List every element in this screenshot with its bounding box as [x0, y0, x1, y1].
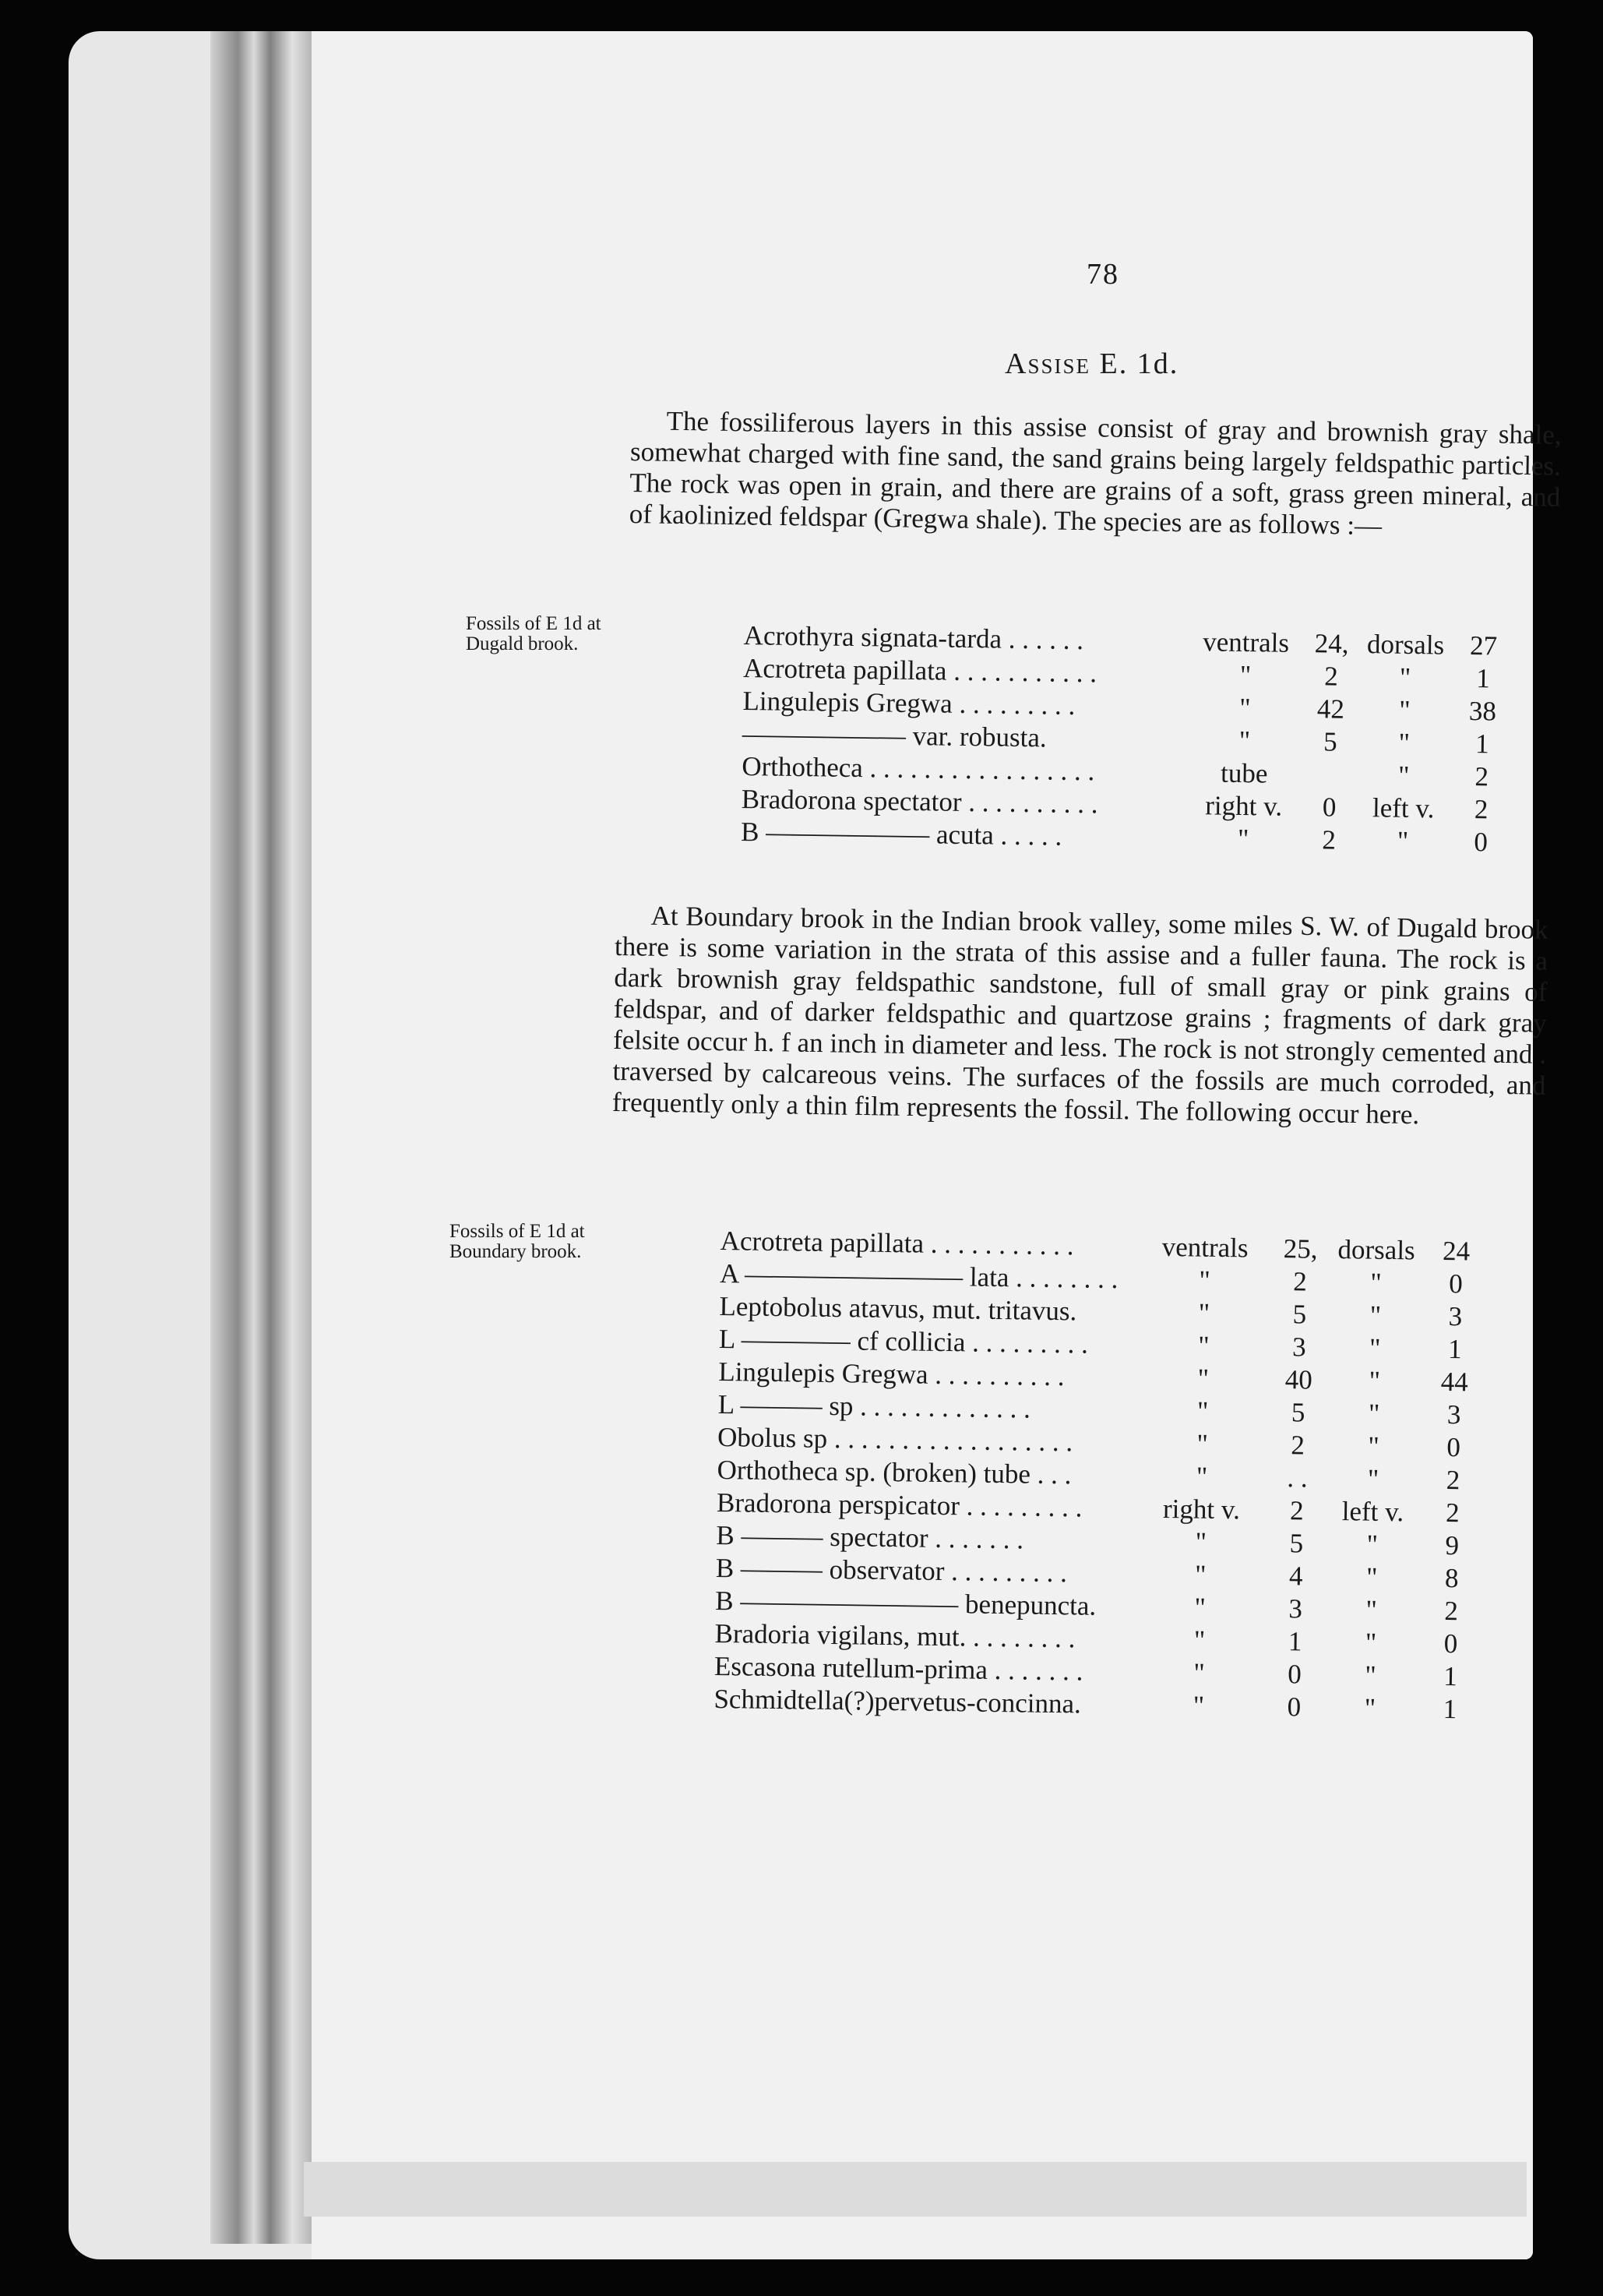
- count-label-b: ": [1365, 1594, 1378, 1625]
- page-stack-edges: [210, 31, 319, 2244]
- species-table-dugald: [741, 619, 1515, 859]
- count-value-b: 0: [1446, 1432, 1461, 1463]
- heading-prefix: Assise: [1005, 347, 1090, 380]
- count-label-b: ": [1399, 661, 1411, 693]
- count-label-a: ventrals: [1202, 626, 1290, 658]
- count-label-b: ": [1366, 1529, 1379, 1560]
- species-name: Acrothyra signata-tarda . . . . . .: [743, 619, 1084, 656]
- count-label-a: ": [1197, 1363, 1210, 1394]
- count-label-a: ": [1193, 1624, 1206, 1656]
- species-name: B ———————— benepuncta.: [714, 1585, 1097, 1621]
- count-value-a: 25,: [1283, 1233, 1318, 1264]
- count-value-b: 3: [1446, 1399, 1461, 1430]
- count-label-a: ": [1195, 1526, 1207, 1557]
- count-value-a: 2: [1322, 824, 1337, 855]
- count-value-a: 5: [1292, 1299, 1307, 1330]
- species-name: Schmidtella(?)pervetus-concinna.: [713, 1683, 1082, 1719]
- count-value-b: 24: [1442, 1235, 1471, 1267]
- species-name: Lingulepis Gregwa . . . . . . . . .: [742, 685, 1076, 721]
- count-label-a: ": [1196, 1428, 1209, 1459]
- species-name: Bradorona perspicator . . . . . . . . .: [716, 1487, 1083, 1523]
- count-value-b: 1: [1476, 663, 1491, 694]
- book-page: [312, 31, 1533, 2259]
- count-label-a: ": [1194, 1559, 1207, 1590]
- count-value-a: 2: [1324, 661, 1339, 692]
- species-name: Bradorona spectator . . . . . . . . . .: [741, 783, 1098, 820]
- count-label-b: left v.: [1341, 1496, 1404, 1528]
- margin-note-boundary: Fossils of E 1d at Boundary brook.: [449, 1221, 585, 1262]
- species-name: Obolus sp . . . . . . . . . . . . . . . . . .: [717, 1421, 1073, 1458]
- species-name: B —————— acuta . . . . .: [740, 816, 1062, 852]
- count-value-b: 2: [1474, 761, 1489, 792]
- count-label-a: ": [1239, 659, 1252, 691]
- count-value-a: 5: [1291, 1397, 1305, 1428]
- count-label-a: ": [1196, 1461, 1208, 1492]
- count-label-a: ": [1238, 725, 1251, 757]
- count-value-b: 2: [1444, 1596, 1459, 1627]
- count-value-b: 1: [1447, 1334, 1462, 1365]
- count-value-a: 2: [1291, 1430, 1305, 1461]
- count-value-b: 0: [1449, 1268, 1464, 1300]
- heading-suffix: E. 1d.: [1099, 347, 1179, 380]
- count-label-b: ": [1369, 1332, 1381, 1363]
- species-name: Lingulepis Gregwa . . . . . . . . . .: [718, 1356, 1065, 1392]
- count-value-b: 2: [1474, 794, 1488, 825]
- species-name: Orthotheca sp. (broken) tube . . .: [717, 1454, 1072, 1490]
- count-label-a: right v.: [1162, 1493, 1241, 1525]
- count-value-a: 5: [1323, 726, 1337, 757]
- count-value-a: 4: [1288, 1561, 1303, 1592]
- count-value-b: 3: [1448, 1301, 1463, 1332]
- count-label-a: ": [1199, 1264, 1210, 1296]
- count-label-b: ": [1399, 694, 1411, 725]
- species-name: Escasona rutellum-prima . . . . . . .: [713, 1650, 1083, 1687]
- species-table-boundary: [713, 1225, 1492, 1726]
- paragraph-intro: The fossiliferous layers in this assise consist of gray and brownish gray shale, somewhat charged with fine sand, the sand grains being largely feldspathic particles. The rock was open in grain, and there are grains of a soft, grass green mineral, and of kaolinized feldspar (Gregwa shale). The species are as follows :—: [629, 405, 1562, 541]
- species-name: B ——— spectator . . . . . . .: [716, 1519, 1024, 1555]
- count-label-b: dorsals: [1366, 629, 1445, 661]
- count-label-b: ": [1365, 1627, 1377, 1658]
- count-label-b: ": [1365, 1561, 1378, 1592]
- count-value-b: 2: [1446, 1465, 1460, 1496]
- paragraph-boundary: At Boundary brook in the Indian brook valley, some miles S. W. of Dugald brook there is some variation in the strata of this assise and a fuller fauna. The rock is a dark brownish gray feldspathic sandstone, full of small gray or pink grains of feldspar, and of darker feldspathic and quartzose grains ; fragments of dark gray felsite occur h. f an inch in diameter and less. The rock is not strongly cemented and . traversed by calcareous veins. The surfaces of the fossils are much corroded, and frequently only a thin film represents the fossil. The following occur here.: [611, 900, 1548, 1130]
- count-value-a: 3: [1288, 1593, 1303, 1624]
- count-label-b: left v.: [1372, 792, 1435, 824]
- count-label-b: ": [1370, 1267, 1382, 1298]
- margin-note-dugald: Fossils of E 1d at Dugald brook.: [466, 613, 601, 654]
- count-label-a: right v.: [1205, 790, 1283, 822]
- count-value-b: 1: [1443, 1694, 1457, 1725]
- count-label-b: ": [1368, 1430, 1380, 1462]
- species-name: Orthotheca . . . . . . . . . . . . . . . . .: [742, 750, 1095, 787]
- count-value-a: 5: [1289, 1528, 1304, 1559]
- count-label-a: ": [1193, 1657, 1205, 1688]
- species-name: Leptobolus atavus, mut. tritavus.: [719, 1290, 1077, 1327]
- count-value-a: [1302, 758, 1358, 792]
- count-label-b: ": [1397, 760, 1410, 791]
- count-value-a: 0: [1287, 1659, 1302, 1690]
- count-label-b: ": [1369, 1365, 1381, 1396]
- count-value-a: 24,: [1314, 628, 1349, 659]
- count-label-a: ": [1237, 823, 1249, 855]
- species-name: B ——— observator . . . . . . . . .: [715, 1552, 1068, 1589]
- count-label-a: ": [1197, 1330, 1210, 1361]
- count-value-a: 1: [1288, 1626, 1302, 1657]
- count-label-a: ": [1198, 1297, 1210, 1328]
- species-name: L ———— cf collicia . . . . . . . . .: [718, 1323, 1089, 1360]
- species-name: —————— var. robusta.: [742, 718, 1047, 753]
- count-value-a: 40: [1284, 1364, 1313, 1395]
- count-label-b: ": [1364, 1692, 1376, 1723]
- count-value-b: 38: [1468, 696, 1497, 727]
- count-label-b: ": [1398, 727, 1411, 758]
- count-value-a: 2: [1289, 1495, 1304, 1526]
- count-label-a: ": [1239, 692, 1251, 724]
- count-value-a: 0: [1322, 792, 1337, 823]
- count-label-b: ": [1397, 825, 1409, 856]
- species-name: L ——— sp . . . . . . . . . . . . .: [717, 1388, 1031, 1424]
- count-label-a: tube: [1220, 757, 1268, 789]
- count-value-a: 3: [1291, 1331, 1306, 1363]
- count-label-a: ventrals: [1161, 1231, 1249, 1264]
- count-value-b: 1: [1443, 1661, 1458, 1692]
- count-label-b: ": [1365, 1659, 1376, 1691]
- count-value-b: 27: [1469, 630, 1498, 661]
- count-value-a: . .: [1287, 1462, 1308, 1494]
- count-value-b: 44: [1440, 1366, 1469, 1398]
- page-number: 78: [1087, 258, 1119, 291]
- species-name: Bradoria vigilans, mut. . . . . . . . .: [714, 1617, 1076, 1654]
- count-label-a: ": [1193, 1690, 1205, 1721]
- count-value-b: 8: [1444, 1563, 1459, 1594]
- count-label-b: ": [1367, 1463, 1379, 1494]
- count-label-a: ": [1196, 1395, 1209, 1427]
- count-label-b: ": [1369, 1300, 1382, 1331]
- count-label-b: ": [1368, 1398, 1380, 1429]
- section-heading: [1005, 347, 1178, 381]
- count-value-b: 0: [1443, 1628, 1458, 1659]
- count-label-b: dorsals: [1337, 1234, 1415, 1266]
- count-value-b: 0: [1474, 827, 1488, 858]
- count-value-b: 2: [1445, 1497, 1460, 1529]
- count-value-a: 42: [1316, 693, 1345, 725]
- species-name: Acrotreta papillata . . . . . . . . . . .: [720, 1225, 1074, 1261]
- species-name: A ———————— lata . . . . . . . .: [719, 1257, 1119, 1295]
- species-name: Acrotreta papillata . . . . . . . . . . .: [742, 652, 1097, 689]
- count-value-a: 0: [1287, 1691, 1302, 1723]
- page-bottom-shadow: [304, 2162, 1527, 2217]
- count-value-a: 2: [1293, 1266, 1308, 1297]
- count-label-a: ": [1194, 1592, 1207, 1623]
- count-value-b: 1: [1474, 728, 1489, 760]
- count-value-b: 9: [1445, 1530, 1460, 1561]
